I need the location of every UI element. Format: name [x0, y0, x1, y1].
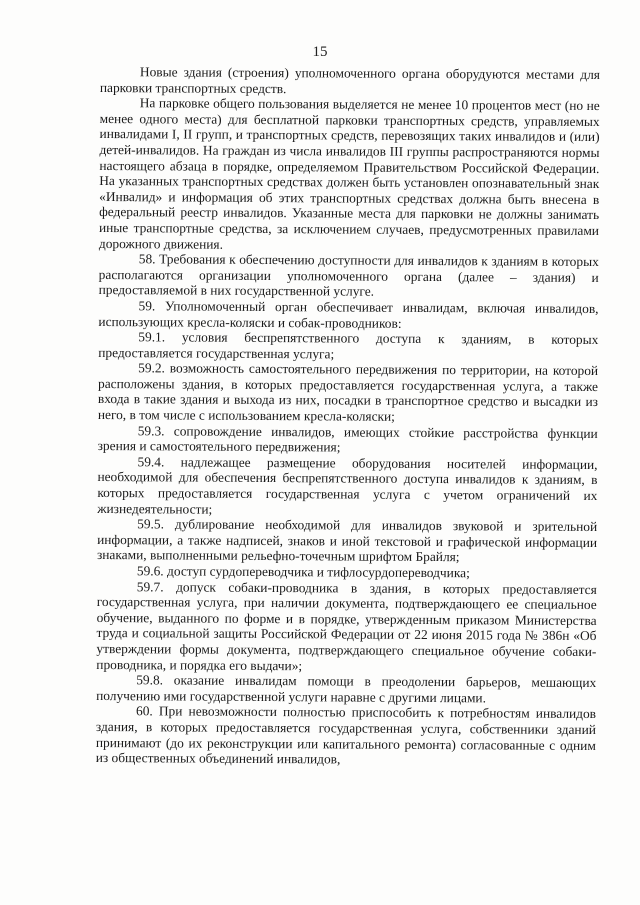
document-body: [96, 64, 600, 769]
paragraph-59-2: 59.2. возможность самостоятельного передвижения по территории, на которой расположены здания, в которых предоставляется государственная услуга, а также входа в такие здания и выхода из них, посадки в транспортное средство и высадки из него, в том числе с использованием кресла-коляски;: [97, 360, 599, 424]
paragraph-58-requirements: 58. Требования к обеспечению доступности для инвалидов к зданиям в которых располагаются организации уполномоченного органа (далее – здания) и предоставляемой в них государственной услуге.: [98, 251, 599, 299]
paragraph-60: 60. При невозможности полностью приспособить к потребностям инвалидов здания, в которых предоставляется государственная услуга, собственники зданий принимают (до их реконструкции или капитального ремонта) согласованные с одним из общественных объединений инвалидов,: [95, 703, 597, 767]
paragraph-59-1: 59.1. условия беспрепятственного доступа к зданиям, в которых предоставляется государственная услуга;: [98, 329, 599, 362]
page-number: 15: [312, 44, 328, 60]
paragraph-59-3: 59.3. сопровождение инвалидов, имеющих стойкие расстройства функции зрения и самостоятельного передвижения;: [97, 422, 598, 455]
paragraph-59-4: 59.4. надлежащее размещение оборудования носителей информации, необходимой для обеспечения беспрепятственного доступа инвалидов к зданиям, в которых предоставляется государственная услуга с учетом ограничений их жизнедеятельности;: [97, 454, 598, 517]
paragraph-59-6: 59.6. доступ сурдопереводчика и тифлосурдопереводчика;: [136, 563, 470, 581]
paragraph-59-7: 59.7. допуск собаки-проводника в здания, в которых предоставляется государственная услуга, при наличии документа, подтверждающего ее специальное обучение, выданного по форме и в порядке, утвержденным приказом Министерства труда и социальной защиты Российской Федерации от 22 июня 2015 года № 386н «Об утверждении формы документа, подтверждающего специальное обучение собаки-проводника, и порядка его выдачи»;: [96, 578, 597, 673]
paragraph-59-8: 59.8. оказание инвалидам помощи в преодолении барьеров, мешающих получению ими государственной услуги наравне с другими лицами.: [96, 672, 597, 706]
paragraph-parking-new-buildings: Новые здания (строения) уполномоченного органа оборудуются местами для парковки транспортных средств.: [99, 64, 600, 96]
paragraph-59-provisions: 59. Уполномоченный орган обеспечивает инвалидам, включая инвалидов, использующих кресла-коляски и собак-проводников:: [98, 298, 599, 331]
paragraph-parking-disabled-places: На парковке общего пользования выделяется не менее 10 процентов мест (но не менее одного места) для бесплатной парковки транспортных средств, управляемых инвалидами I, II групп, и транспортных средств, перевозящих таких инвалидов и (или) детей-инвалидов. На граждан из числа инвалидов III группы распространяются нормы настоящего абзаца в порядке, определяемом Правительством Российской Федерации. На указанных транспортных средствах должен быть установлен опознавательный знак «Инвалид» и информация об этих транспортных средствах должна быть внесена в федеральный реестр инвалидов. Указанные места для парковки не должны занимать иные транспортные средства, за исключением случаев, предусмотренных правилами дорожного движения.: [98, 95, 600, 252]
paragraph-59-5: 59.5. дублирование необходимой для инвалидов звуковой и зрительной информации, а также надписей, знаков и иной текстовой и графической информации знаками, выполненными рельефно-точечным шрифтом Брайля;: [96, 516, 598, 565]
